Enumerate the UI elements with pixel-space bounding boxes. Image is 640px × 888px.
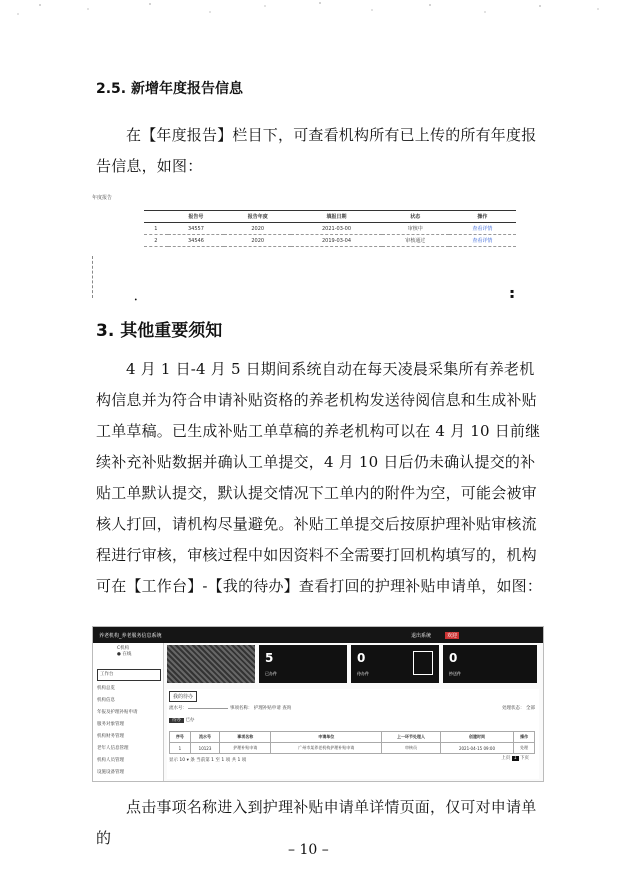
next-page-button[interactable]: 下页 xyxy=(520,756,529,761)
section-2-5-paragraph: 在【年度报告】栏目下，可查看机构所有已上传的所有年度报告信息，如图： xyxy=(96,126,537,175)
table-cell: 审核通过 xyxy=(382,235,449,247)
table-cell: 2020 xyxy=(224,235,291,247)
search-button[interactable]: 查询 xyxy=(282,706,292,711)
table-cell: 2 xyxy=(144,235,168,247)
user-status: ● 在线 xyxy=(117,652,132,657)
sidebar-item-info[interactable]: 机构信息 xyxy=(97,698,115,703)
sidebar-user xyxy=(117,646,131,658)
sidebar-item-facilities[interactable]: 设施设备管理 xyxy=(97,770,124,775)
pager-info: 显示 10 ▾ 条 当前第 1 至 1 项 共 1 项 xyxy=(169,758,247,763)
table-cell: 34557 xyxy=(168,223,225,235)
todo-panel xyxy=(167,689,539,779)
view-detail-link[interactable]: 查看详情 xyxy=(449,223,516,235)
logout-link[interactable]: 退出系统 xyxy=(411,633,432,639)
page-number: – 10 – xyxy=(288,842,329,858)
sidebar-item-annual[interactable]: 年报及护理补贴申请 xyxy=(97,710,138,715)
sidebar-item-clients[interactable]: 服务对象管理 xyxy=(97,722,124,727)
table-cell: 2021-03-00 xyxy=(291,223,381,235)
column-header: 序号 xyxy=(170,732,191,743)
sidebar xyxy=(93,643,164,781)
sidebar-item-overview[interactable]: 机构总览 xyxy=(97,686,115,691)
column-header: 操作 xyxy=(514,732,535,743)
table-cell: 34546 xyxy=(168,235,225,247)
table-cell: 1 xyxy=(170,743,191,754)
table-row xyxy=(144,235,516,247)
app-title: 养老机构_养老服务信息系统 xyxy=(99,633,162,639)
filter-label: 事项名称： xyxy=(229,706,253,711)
table-cell: 审核员 xyxy=(382,743,440,754)
document-icon xyxy=(413,651,433,675)
column-header: 报告号 xyxy=(168,211,225,223)
stat-card-cc[interactable]: 0 抄送件 xyxy=(443,645,537,683)
column-header: 申请单位 xyxy=(271,732,382,743)
item-name-link[interactable]: 护理补贴申请 xyxy=(220,743,271,754)
column-header: 操作 xyxy=(449,211,516,223)
stat-card-todo[interactable]: 0 待办件 xyxy=(351,645,439,683)
column-header xyxy=(144,211,168,223)
dashed-border xyxy=(92,256,94,298)
process-button[interactable]: 处理 xyxy=(514,743,535,754)
filter-label: 流水号： xyxy=(169,706,187,711)
sidebar-item-finance[interactable]: 机构财务管理 xyxy=(97,734,124,739)
prev-page-button[interactable]: 上页 xyxy=(501,756,511,761)
current-page[interactable]: 1 xyxy=(513,756,517,761)
table-cell: 2019-03-04 xyxy=(291,235,381,247)
item-select[interactable]: 护理补贴申请 xyxy=(253,706,281,711)
column-header: 报告年度 xyxy=(224,211,291,223)
column-header: 事项名称 xyxy=(220,732,271,743)
filter-label: 处理状态： xyxy=(502,706,525,711)
table-cell: 1 xyxy=(144,223,168,235)
column-header: 状态 xyxy=(382,211,449,223)
view-detail-link[interactable]: 查看详情 xyxy=(449,235,516,247)
welcome-badge: 欢迎 xyxy=(447,633,458,639)
annual-report-title: 年度报告 xyxy=(92,195,113,201)
table-cell: 审核中 xyxy=(382,223,449,235)
pagination xyxy=(169,757,535,763)
section-heading-2-5: 2.5. 新增年度报告信息 xyxy=(96,81,243,97)
table-row xyxy=(144,223,516,235)
table-cell: 10123 xyxy=(190,743,220,754)
section-heading-3: 3. 其他重要须知 xyxy=(96,321,223,341)
table-cell: 2020 xyxy=(224,223,291,235)
panel-title: 我的待办 xyxy=(169,691,197,702)
serial-input[interactable] xyxy=(188,708,228,709)
tab-bar xyxy=(169,717,194,723)
filter-bar xyxy=(169,705,535,711)
table-cell: 广州市某养老机构护理补贴申请 xyxy=(271,743,382,754)
sidebar-item-workbench[interactable]: 工作台 xyxy=(97,669,161,681)
dot-mark: • xyxy=(134,297,138,304)
user-name: C机构 xyxy=(117,646,130,651)
todo-table xyxy=(169,731,535,754)
table-cell: 2021-04-15 09:00 xyxy=(440,743,514,754)
sidebar-item-staff[interactable]: 机构人员管理 xyxy=(97,758,124,763)
column-header: 上一环节处理人 xyxy=(382,732,440,743)
annual-report-table xyxy=(144,210,516,247)
dot-mark: ▪ ▪ xyxy=(510,288,515,300)
app-topbar xyxy=(93,627,543,643)
column-header: 创建时间 xyxy=(440,732,514,743)
section-3-paragraph: 4 月 1 日-4 月 5 日期间系统自动在每天凌晨采集所有养老机构信息并为符合申请补贴资格的养老机构发送待阅信息和生成补贴工单草稿。已生成补贴工单草稿的养老机构可以在 4 月 10 日前继续补充补贴数据并确认工单提交，4 月 10 日后仍未确认提交的补贴工单默认提交，默认提交情况下工单内的附件为空，可能会被审核人打回，请机构尽量避免。补贴工单提交后按原护理补贴审核流程进行审核，审核过程中如因资料不全需要打回机构填写的，机构可在【工作台】-【我的待办】查看打回的护理补贴申请单，如图： xyxy=(96,360,543,595)
status-select[interactable]: 全部 xyxy=(526,706,535,711)
column-header: 填报日期 xyxy=(291,211,381,223)
stat-cards xyxy=(167,645,539,685)
sidebar-item-elderly[interactable]: 老年人信息管理 xyxy=(97,746,129,751)
table-row xyxy=(170,743,535,754)
stat-card-done[interactable]: 5 已办件 xyxy=(259,645,347,683)
column-header: 流水号 xyxy=(190,732,220,743)
annual-report-figure xyxy=(92,194,522,306)
workbench-screenshot xyxy=(92,626,544,782)
scan-noise xyxy=(0,0,640,18)
tab-done[interactable]: 已办 xyxy=(185,718,195,723)
tab-todo[interactable]: 待办 xyxy=(169,718,184,723)
banner-image xyxy=(167,645,255,683)
closing-paragraph: 点击事项名称进入到护理补贴申请单详情页面，仅可对申请单的 xyxy=(96,798,537,847)
